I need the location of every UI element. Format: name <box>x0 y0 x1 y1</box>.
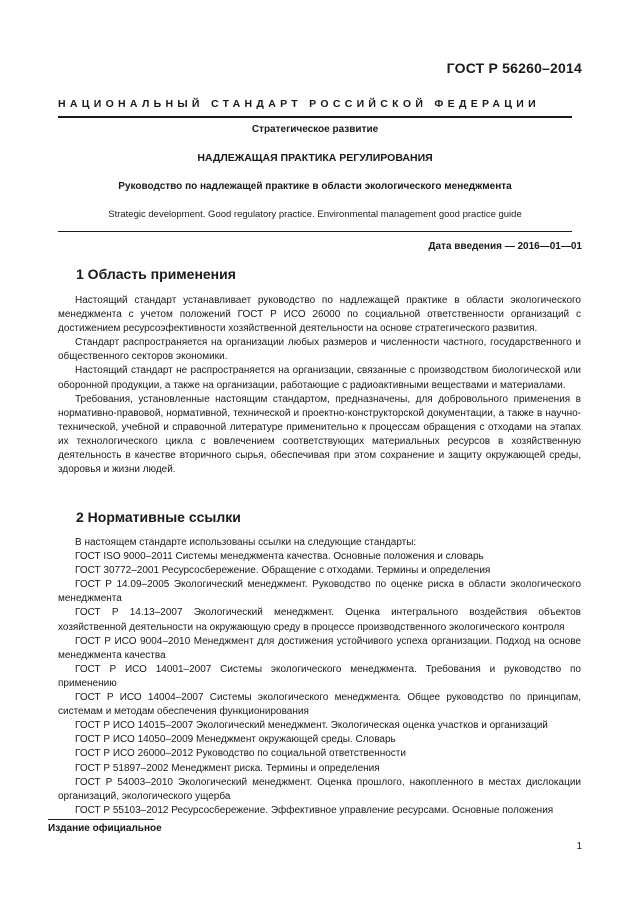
subtitle-en: Strategic development. Good regulatory practice. Environmental management good practice guide <box>108 209 522 220</box>
section-1-body <box>58 294 581 477</box>
reference-item: ГОСТ Р ИСО 14001–2007 Системы экологического менеджмента. Требования и руководство по применению <box>58 663 581 689</box>
reference-item: ГОСТ Р ИСО 9004–2010 Менеджмент для достижения устойчивого успеха организации. Подход на основе менеджмента качества <box>58 635 581 661</box>
title-divider <box>58 231 572 232</box>
reference-item: ГОСТ Р ИСО 26000–2012 Руководство по социальной ответственности <box>75 748 406 760</box>
reference-item: ГОСТ Р ИСО 14015–2007 Экологический менеджмент. Экологическая оценка участков и организаций <box>75 720 548 732</box>
reference-item: ГОСТ Р 54003–2010 Экологический менеджмент. Оценка прошлого, накопленного в местах дислокации организаций, экологического ущерба <box>58 776 581 802</box>
reference-item: ГОСТ Р 14.09–2005 Экологический менеджмент. Руководство по оценке риска в области экологического менеджмента <box>58 579 581 605</box>
paragraph: Настоящий стандарт устанавливает руководство по надлежащей практике в области экологического менеджмента с учетом положений ГОСТ Р ИСО 26000 по социальной ответственности организаций с достижением ресурсоэфективности хозяйственной деятельности на основе стратегического развития. <box>58 295 581 335</box>
section-2-heading: 2 Нормативные ссылки <box>76 509 241 525</box>
reference-item: ГОСТ Р ИСО 14004–2007 Системы экологического менеджмента. Общее руководство по принципам, системам и методам обеспечения функционирования <box>58 692 581 718</box>
subtitle-ru: Руководство по надлежащей практике в области экологического менеджмента <box>118 181 512 192</box>
section-2-body <box>58 536 581 818</box>
reference-item: ГОСТ 30772–2001 Ресурсосбережение. Обращение с отходами. Термины и определения <box>75 565 491 577</box>
reference-item: ГОСТ Р ИСО 14050–2009 Менеджмент окружающей среды. Словарь <box>75 734 396 746</box>
footer-divider <box>48 819 154 820</box>
national-standard-title: НАЦИОНАЛЬНЫЙ СТАНДАРТ РОССИЙСКОЙ ФЕДЕРАЦИИ <box>58 98 540 110</box>
paragraph: Настоящий стандарт не распространяется на организации, связанные с производством биологической или оборонной продукции, а также на организации, работающие с радиоактивными веществами и материалами. <box>58 365 581 391</box>
official-edition-note: Издание официальное <box>48 823 162 834</box>
document-number: ГОСТ Р 56260–2014 <box>446 60 582 76</box>
reference-item: ГОСТ ISO 9000–2011 Системы менеджмента качества. Основные положения и словарь <box>75 551 484 563</box>
section-1-heading: 1 Область применения <box>76 266 236 282</box>
reference-item: ГОСТ Р 55103–2012 Ресурсосбережение. Эффективное управление ресурсами. Основные положения <box>75 804 554 816</box>
references-intro: В настоящем стандарте использованы ссылки на следующие стандарты: <box>75 537 417 548</box>
series-title: Стратегическое развитие <box>251 124 379 135</box>
page-number: 1 <box>576 841 582 852</box>
header-divider <box>58 116 572 118</box>
main-title: НАДЛЕЖАЩАЯ ПРАКТИКА РЕГУЛИРОВАНИЯ <box>197 152 433 164</box>
paragraph: Требования, установленные настоящим стандартом, предназначены, для добровольного применения в нормативно-правовой, нормативной, технической и проектно-конструкторской документации, а также в научно-технической, учебной и справочной литературе применительно к процессам обращения с отходами на этапах их технологического цикла с вовлечением соответствующих материальных ресурсов в хозяйственную деятельность в качестве вторичного сырья, обеспечивая при этом сохранение и защиту окружающей среды, здоровья и жизни людей. <box>58 393 581 476</box>
reference-item: ГОСТ Р 14.13–2007 Экологический менеджмент. Оценка интегрального воздействия объектов хозяйственной деятельности на окружающую среду в процессе производственного экологического контроля <box>58 607 581 633</box>
introduction-date: Дата введения — 2016—01—01 <box>428 241 582 252</box>
reference-item: ГОСТ Р 51897–2002 Менеджмент риска. Термины и определения <box>75 762 380 774</box>
paragraph: Стандарт распространяется на организации любых размеров и численности частного, государственного и общественного секторов экономики. <box>58 337 581 363</box>
